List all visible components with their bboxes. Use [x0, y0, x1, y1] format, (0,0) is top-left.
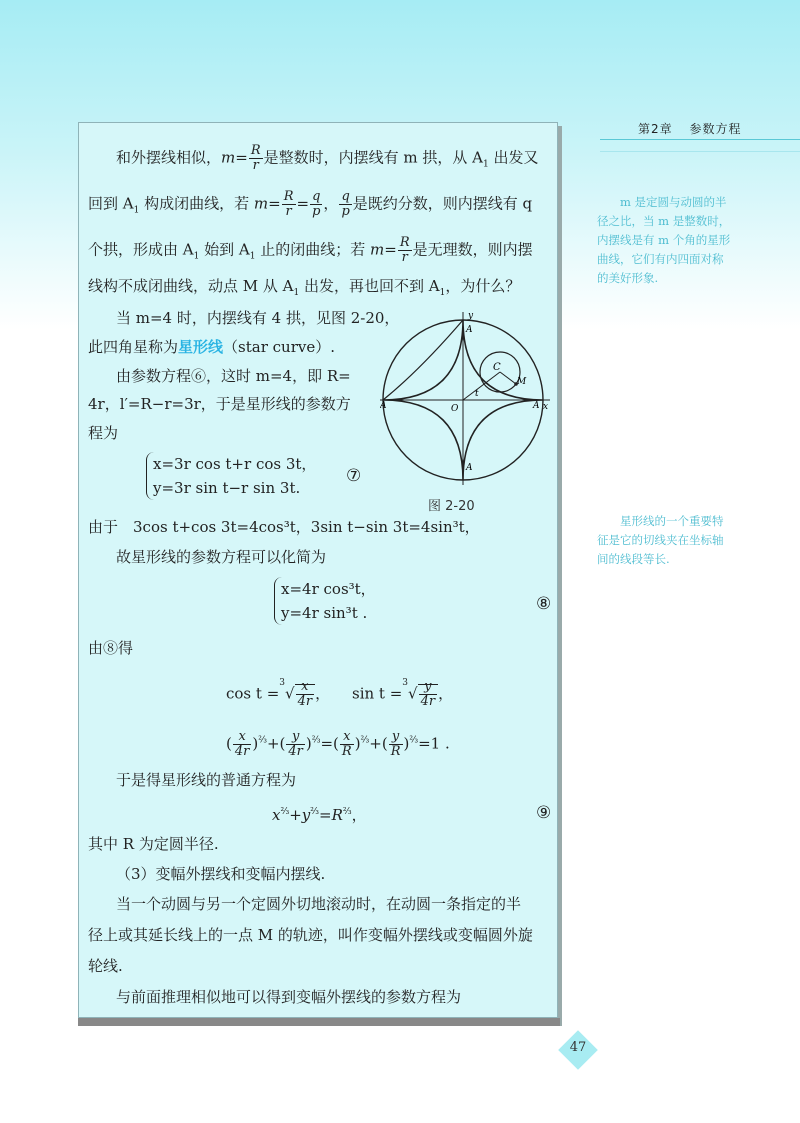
line-17: 径上或其延长线上的一点 M 的轨迹，叫作变幅外摆线或变幅圆外旋 — [88, 926, 533, 944]
label-O: O — [451, 404, 459, 414]
equation-number-8: ⑧ — [536, 594, 552, 614]
label-y: y — [468, 311, 474, 321]
line-9: 程为 — [88, 424, 119, 442]
line-18: 轮线. — [88, 957, 123, 975]
label-x: x — [543, 402, 549, 412]
line-12: 由⑧得 — [88, 639, 134, 657]
sin-radical-equation: sin t =$^3$√ $\frac{y}{4r}$ ， — [352, 677, 454, 709]
chapter-rule — [600, 139, 800, 140]
chapter-heading — [638, 120, 741, 137]
margin-note-1: m 是定圆与动圆的半径之比，当 m 是整数时，内摆线是有 m 个角的星形曲线，它们有内四面对称的美好形象. — [597, 195, 731, 285]
label-A1-bottom: A — [466, 463, 473, 473]
chapter-rule-secondary — [600, 151, 800, 152]
line-10: 由于 3cos t+cos 3t=4cos³t，3sin t−sin 3t=4sin³t， — [88, 518, 480, 536]
figure-caption: 图 2-20 — [428, 499, 475, 514]
path-arc — [383, 320, 463, 400]
line-5: 当 m=4 时，内摆线有 4 拱，见图 2-20， — [116, 309, 400, 327]
equation-8-line-2: y=4r sin³t . — [281, 604, 368, 622]
label-M: M — [517, 377, 527, 387]
cos-radical-equation: cos t =$^3$√ $\frac{x}{4r}$ ， — [226, 677, 331, 709]
chapter-title: 参数方程 — [689, 122, 742, 136]
equation-number-7: ⑦ — [346, 466, 362, 486]
label-C: C — [493, 362, 501, 373]
label-t: t — [475, 389, 479, 399]
line-7: 由参数方程⑥，这时 m=4，即 R= — [116, 367, 351, 385]
line-4: 线构不成闭曲线，动点 M 从 $A_1$ 出发，再也回不到 $A_1$，为什么？ — [88, 277, 521, 298]
margin-note-2: 星形线的一个重要特征是它的切线夹在坐标轴间的线段等长. — [597, 514, 724, 566]
line-2: 回到 $A_1$ 构成闭曲线，若 m= $\frac{R}{r}$ = $\frac{q}{p}$ ， $\frac{q}{p}$ 是既约分数，则内摆线有 q — [88, 189, 533, 219]
line-8: 4r，l′=R−r=3r，于是星形线的参数方 — [88, 395, 351, 413]
equation-7-line-2: y=3r sin t−r sin 3t. — [153, 479, 301, 497]
equation-system-7 — [146, 452, 316, 500]
equation-system-8 — [274, 577, 376, 625]
panel-bottom-bar — [78, 1018, 560, 1026]
line-6: 此四角星称为星形线（star curve）. — [88, 338, 335, 356]
equation-number-9: ⑨ — [536, 803, 552, 823]
label-A1-right: A — [533, 401, 540, 411]
line-13: 于是得星形线的普通方程为 — [116, 771, 297, 789]
line-14: 其中 R 为定圆半径. — [88, 835, 219, 853]
line-11: 故星形线的参数方程可以化简为 — [116, 548, 327, 566]
equation-7-line-1: x=3r cos t+r cos 3t， — [153, 455, 317, 473]
label-A1-top: A — [466, 325, 473, 335]
panel-shadow — [558, 126, 562, 1026]
radius-line — [463, 372, 500, 400]
label-A1-left: A — [380, 401, 387, 411]
page-number: 47 — [569, 1040, 587, 1055]
line-1: 和外摆线相似，m= $\frac{R}{r}$ 是整数时，内摆线有 m 拱，从 $A_1$ 出发又 — [116, 143, 539, 173]
keyword-star-curve: 星形线 — [178, 338, 224, 356]
chapter-number: 第2章 — [638, 122, 673, 136]
line-16: 当一个动圆与另一个定圆外切地滚动时，在动圆一条指定的半 — [116, 895, 522, 913]
general-equation: $x^{\frac{2}{3}}+y^{\frac{2}{3}}=R^{\frac{2}{3}}$， — [272, 806, 367, 824]
equation-8-line-1: x=4r cos³t， — [281, 580, 376, 598]
star-curve-figure — [380, 310, 560, 490]
line-15: （3）变幅外摆线和变幅内摆线. — [116, 865, 326, 883]
power-sum-equation: ( $\frac{x}{4r}$ )$^{\frac{2}{3}}$+( $\frac{y}{4r}$ )$^{\frac{2}{3}}$=( $\frac{x}{R}$ )$^{\frac{2}{3}}$+( $\frac{y}{R}$ )$^{\frac{2}{3}}$=1 . — [226, 729, 450, 759]
line-19: 与前面推理相似地可以得到变幅外摆线的参数方程为 — [116, 988, 462, 1006]
rolling-radius — [500, 372, 516, 384]
line-3: 个拱，形成由 $A_1$ 始到 $A_1$ 止的闭曲线；若 m= $\frac{R}{r}$ 是无理数，则内摆 — [88, 235, 533, 265]
